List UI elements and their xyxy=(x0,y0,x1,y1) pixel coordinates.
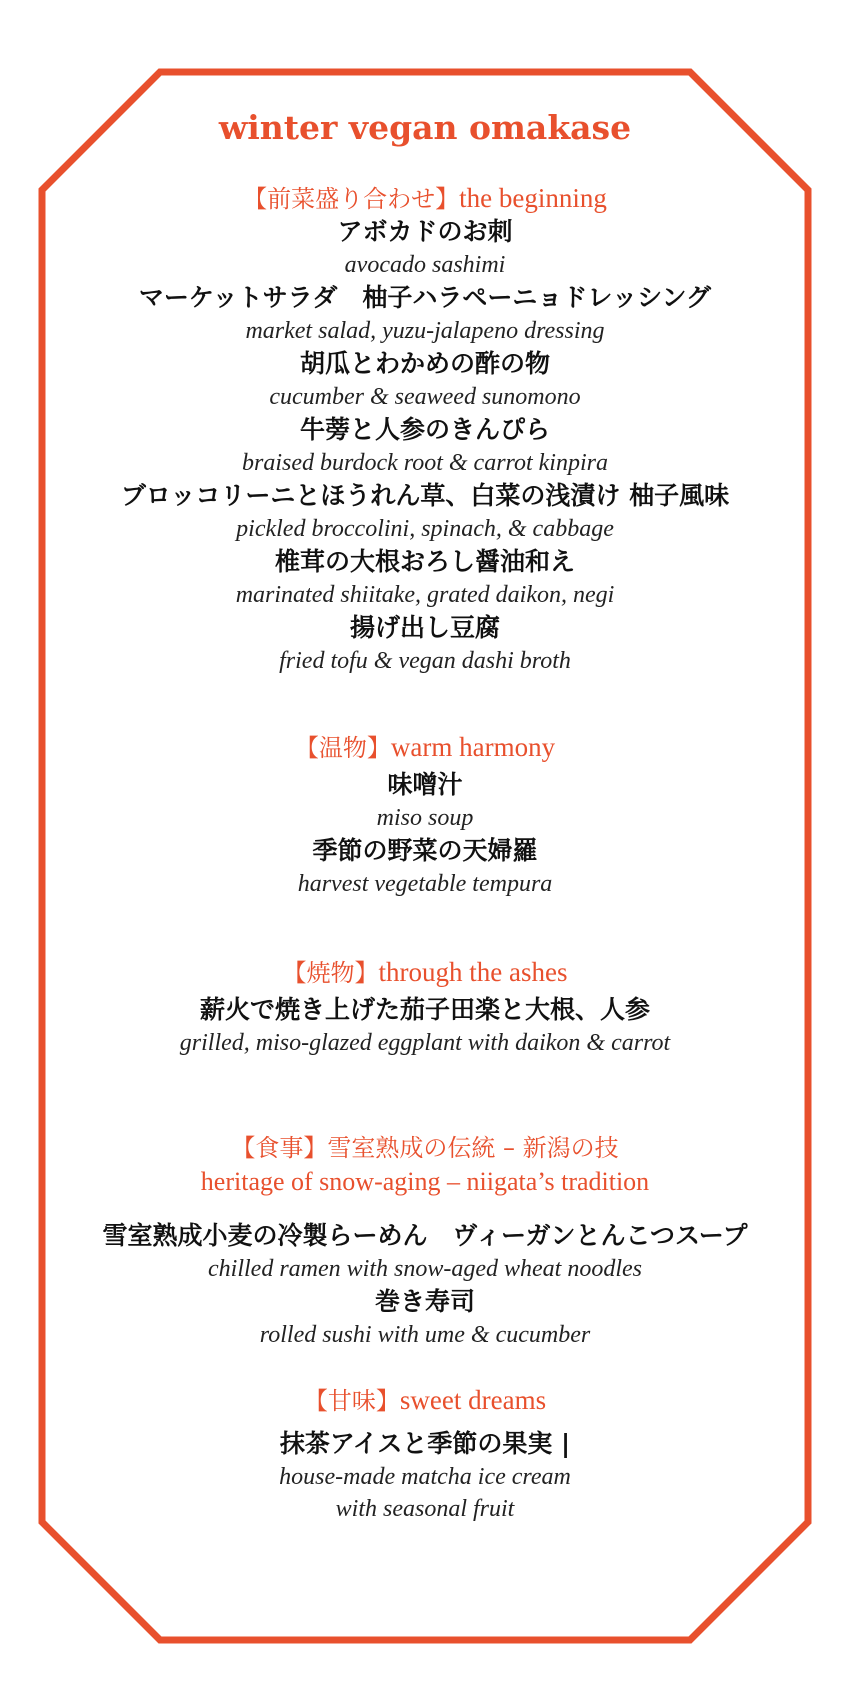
item-name-en: marinated shiitake, grated daikon, negi xyxy=(235,582,615,608)
menu-item xyxy=(0,611,850,677)
item-name-en: market salad, yuzu-jalapeno dressing xyxy=(245,318,605,344)
item-name-jp: 薪火で焼き上げた茄子田楽と大根、人参 xyxy=(199,995,650,1024)
item-name-jp: 雪室熟成小麦の冷製らーめん ヴィーガンとんこつスープ xyxy=(102,1221,748,1250)
item-name-en: avocado sashimi xyxy=(344,252,506,278)
section-heading xyxy=(0,181,850,215)
item-name-en-line2: with seasonal fruit xyxy=(335,1496,515,1522)
menu-item xyxy=(0,993,850,1059)
section-heritage xyxy=(0,1131,850,1351)
menu-item xyxy=(0,834,850,900)
menu-title: winter vegan omakase xyxy=(218,108,632,147)
item-name-en: fried tofu & vegan dashi broth xyxy=(279,648,571,674)
item-name-jp: 季節の野菜の天婦羅 xyxy=(312,836,538,865)
item-name-en: harvest vegetable tempura xyxy=(297,871,553,897)
item-name-jp: アボカドのお刺 xyxy=(337,217,513,246)
section-heading-en: sweet dreams xyxy=(399,1385,547,1415)
item-name-en: pickled broccolini, spinach, & cabbage xyxy=(236,516,614,542)
menu-item xyxy=(0,479,850,545)
section-heading-jp: 【前菜盛り合わせ】 xyxy=(243,185,460,213)
section-heading-jp: 【温物】 xyxy=(294,734,391,762)
section-heading-en: through the ashes xyxy=(378,957,568,987)
item-name-jp: 味噌汁 xyxy=(387,770,463,799)
menu-item xyxy=(0,545,850,611)
menu-item xyxy=(0,1427,850,1525)
item-name-jp: 揚げ出し豆腐 xyxy=(349,613,500,642)
item-name-en: miso soup xyxy=(376,805,474,831)
section-heading-en: warm harmony xyxy=(390,732,556,762)
item-name-jp: マーケットサラダ 柚子ハラペーニョドレッシング xyxy=(138,283,712,312)
section-heading-jp: 【焼物】 xyxy=(282,959,379,987)
item-name-jp: 巻き寿司 xyxy=(374,1287,475,1316)
section-heading xyxy=(0,730,850,764)
section-through-the-ashes xyxy=(0,955,850,1059)
menu-item xyxy=(0,215,850,281)
menu-item xyxy=(0,1219,850,1285)
section-heading-en: the beginning xyxy=(459,183,607,213)
item-name-en: house-made matcha ice cream xyxy=(279,1464,571,1490)
item-name-en: chilled ramen with snow-aged wheat noodles xyxy=(208,1256,642,1282)
section-heading xyxy=(0,955,850,989)
item-name-en: grilled, miso-glazed eggplant with daikon & carrot xyxy=(179,1030,671,1056)
section-heading xyxy=(0,1383,850,1417)
section-sweet-dreams xyxy=(0,1383,850,1525)
item-name-en: rolled sushi with ume & cucumber xyxy=(259,1322,591,1348)
menu-item xyxy=(0,281,850,347)
item-name-jp: 胡瓜とわかめの酢の物 xyxy=(299,349,550,378)
item-name-jp: 牛蒡と人参のきんぴら xyxy=(299,415,550,444)
section-the-beginning xyxy=(0,181,850,677)
menu-item xyxy=(0,347,850,413)
section-warm-harmony xyxy=(0,730,850,900)
item-name-en: braised burdock root & carrot kinpira xyxy=(242,450,608,476)
section-heading-jp: 【食事】雪室熟成の伝統 – 新潟の技 xyxy=(231,1134,619,1162)
menu-item xyxy=(0,1285,850,1351)
item-name-jp: 抹茶アイスと季節の果実 | xyxy=(279,1429,571,1458)
item-name-jp: ブロッコリーニとほうれん草、白菜の浅漬け 柚子風味 xyxy=(120,481,730,510)
section-heading xyxy=(0,1131,850,1165)
item-name-jp: 椎茸の大根おろし醤油和え xyxy=(274,547,575,576)
section-heading-jp: 【甘味】 xyxy=(303,1387,400,1415)
menu-item xyxy=(0,413,850,479)
menu-item xyxy=(0,768,850,834)
section-heading-en: heritage of snow-aging – niigata’s tradition xyxy=(200,1167,650,1196)
item-name-en: cucumber & seaweed sunomono xyxy=(269,384,581,410)
